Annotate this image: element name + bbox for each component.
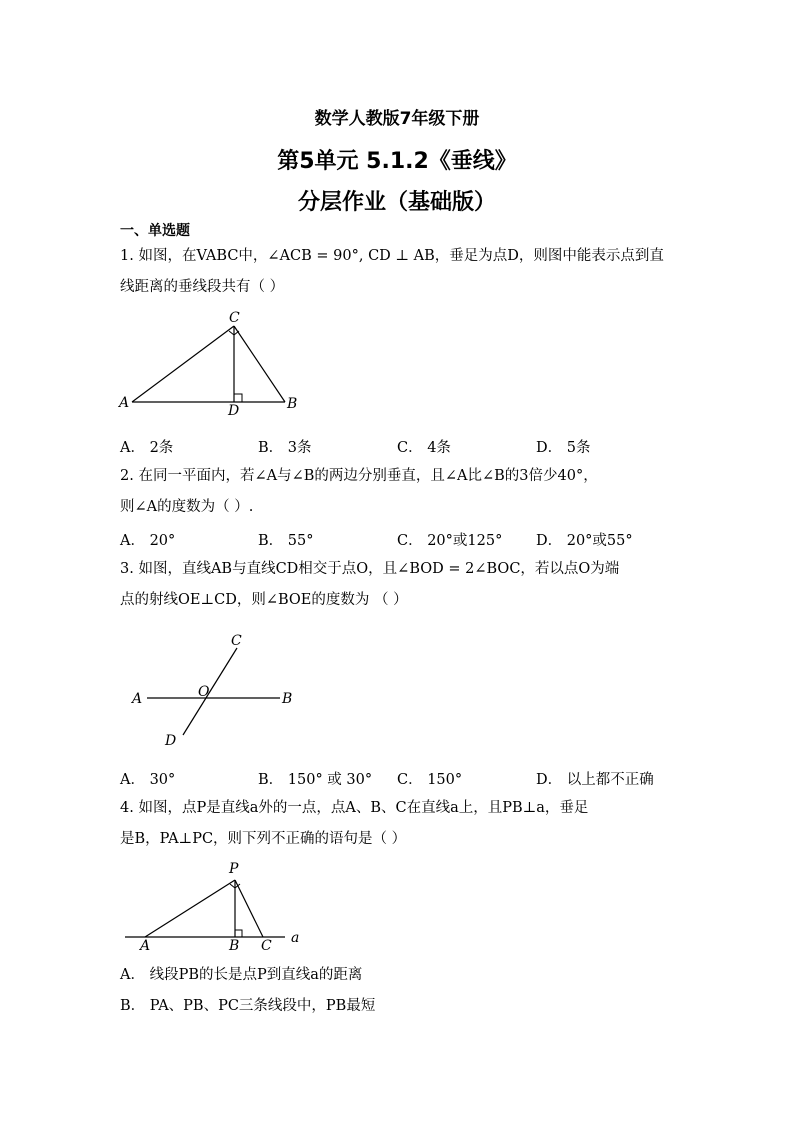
q1-label-b: B bbox=[287, 396, 298, 412]
q3-label-a: A bbox=[132, 691, 143, 707]
q3-label-o: O bbox=[198, 684, 210, 700]
q3-line1: 3. 如图，直线AB与直线CD相交于点O，且∠BOD = 2∠BOC，若以点O为端 bbox=[120, 561, 620, 577]
q1-option-b: B． 3条 bbox=[258, 440, 312, 456]
doc-subtitle: 数学人教版7年级下册 bbox=[314, 109, 480, 129]
q1-option-c: C． 4条 bbox=[397, 440, 451, 456]
q4-label-b: B bbox=[229, 938, 240, 954]
q4-line1: 4. 如图，点P是直线a外的一点，点A、B、C在直线a上，且PB⊥a，垂足 bbox=[120, 800, 589, 816]
q4-label-a-line: a bbox=[291, 930, 300, 946]
q1-line2: 线距离的垂线段共有（ ） bbox=[120, 279, 285, 295]
q2-option-a: A． 20° bbox=[120, 533, 176, 549]
q4-label-c: C bbox=[261, 938, 272, 954]
q1-option-d: D． 5条 bbox=[536, 440, 591, 456]
q3-line2: 点的射线OE⊥CD，则∠BOE的度数为 （ ） bbox=[120, 592, 408, 608]
q2-option-c: C． 20°或125° bbox=[397, 533, 503, 549]
q3-label-d: D bbox=[165, 733, 177, 749]
q3-label-b: B bbox=[282, 691, 293, 707]
section-heading: 一、单选题 bbox=[120, 223, 190, 239]
q1-line1: 1. 如图，在VABC中，∠ACB = 90°, CD ⊥ AB，垂足为点D，则图中能表示点到直 bbox=[120, 248, 664, 264]
q3-option-c: C． 150° bbox=[397, 772, 463, 788]
q3-label-c: C bbox=[231, 633, 242, 649]
doc-title: 第5单元 5.1.2《垂线》 bbox=[277, 149, 517, 174]
q4-figure bbox=[115, 855, 315, 955]
doc-heading: 分层作业（基础版） bbox=[297, 190, 496, 215]
q4-option-b: B． PA、PB、PC三条线段中，PB最短 bbox=[120, 998, 376, 1014]
q1-option-a: A． 2条 bbox=[120, 440, 174, 456]
q3-figure bbox=[125, 625, 305, 750]
q4-label-p: P bbox=[229, 861, 239, 877]
q1-label-d: D bbox=[228, 403, 240, 419]
q2-line2: 则∠A的度数为（ ）. bbox=[120, 499, 254, 515]
q3-option-b: B． 150° 或 30° bbox=[258, 772, 373, 788]
q2-line1: 2. 在同一平面内，若∠A与∠B的两边分别垂直，且∠A比∠B的3倍少40°， bbox=[120, 468, 598, 484]
q1-label-c: C bbox=[229, 310, 240, 326]
q3-option-d: D． 以上都不正确 bbox=[536, 772, 654, 788]
q3-option-a: A． 30° bbox=[120, 772, 176, 788]
q1-label-a: A bbox=[119, 395, 130, 411]
q4-option-a: A． 线段PB的长是点P到直线a的距离 bbox=[120, 967, 363, 983]
q4-label-a: A bbox=[140, 938, 151, 954]
q2-option-b: B． 55° bbox=[258, 533, 314, 549]
q1-figure bbox=[110, 308, 310, 423]
q2-option-d: D． 20°或55° bbox=[536, 533, 633, 549]
q4-line2: 是B，PA⊥PC，则下列不正确的语句是（ ） bbox=[120, 831, 407, 847]
